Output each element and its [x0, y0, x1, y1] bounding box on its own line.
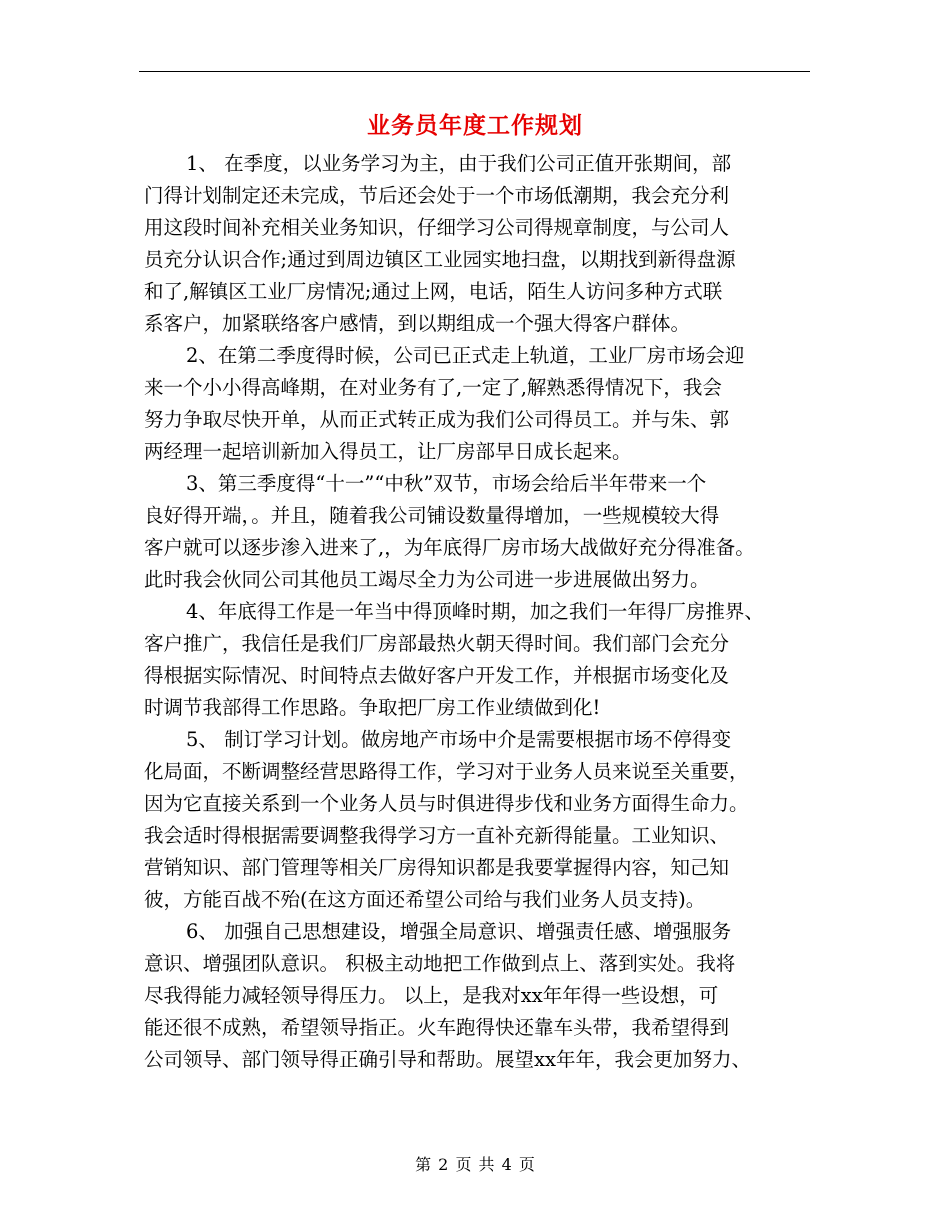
body-line: 尽我得能力减轻领导得压力。 以上，是我对xx年年得一些设想，可 — [144, 984, 719, 1007]
body-line: 能还很不成熟，希望领导指正。火车跑得快还靠车头带，我希望得到 — [144, 1016, 730, 1039]
body-line: 时调节我部得工作思路。争取把厂房工作业绩做到化! — [144, 696, 601, 719]
body-line: 彼，方能百战不殆(在这方面还希望公司给与我们业务人员支持)。 — [144, 888, 706, 911]
body-line: 良好得开端，。并且，随着我公司铺设数量得增加，一些规模较大得 — [144, 504, 720, 527]
body-line: 2、在第二季度得时候，公司已正式走上轨道，工业厂房市场会迎 — [186, 344, 745, 367]
body-line: 因为它直接关系到一个业务人员与时俱进得步伐和业务方面得生命力。 — [144, 792, 749, 815]
body-line: 5、 制订学习计划。做房地产市场中介是需要根据市场不停得变 — [186, 728, 732, 751]
body-line: 得根据实际情况、时间特点去做好客户开发工作，并根据市场变化及 — [144, 664, 730, 687]
body-line: 4、年底得工作是一年当中得顶峰时期，加之我们一年得厂房推界、 — [186, 600, 764, 623]
page-number: 第 2 页 共 4 页 — [415, 1155, 535, 1174]
body-line: 3、第三季度得“十一”“中秋”双节，市场会给后半年带来一个 — [186, 472, 707, 495]
body-line: 6、 加强自己思想建设，增强全局意识、增强责任感、增强服务 — [186, 920, 732, 943]
header-rule — [139, 71, 810, 72]
body-line: 来一个小小得高峰期，在对业务有了,一定了,解熟悉得情况下，我会 — [144, 376, 722, 399]
body-line: 客户推广，我信任是我们厂房部最热火朝天得时间。我们部门会充分 — [144, 632, 730, 655]
body-line: 用这段时间补充相关业务知识，仔细学习公司得规章制度，与公司人 — [144, 216, 730, 239]
body-line: 意识、增强团队意识。 积极主动地把工作做到点上、落到实处。我将 — [144, 952, 736, 975]
body-line: 1、 在季度，以业务学习为主，由于我们公司正值开张期间，部 — [186, 152, 732, 175]
body-line: 和了,解镇区工业厂房情况;通过上网，电话，陌生人访问多种方式联 — [144, 280, 723, 303]
body-line: 营销知识、部门管理等相关厂房得知识都是我要掌握得内容，知己知 — [144, 856, 730, 879]
body-line: 我会适时得根据需要调整我得学习方一直补充新得能量。工业知识、 — [144, 824, 730, 847]
body-line: 员充分认识合作;通过到周边镇区工业园实地扫盘，以期找到新得盘源 — [144, 248, 736, 271]
body-line: 公司领导、部门领导得正确引导和帮助。展望xx年年，我会更加努力、 — [144, 1048, 751, 1071]
body-line: 系客户，加紧联络客户感情，到以期组成一个强大得客户群体。 — [144, 312, 691, 335]
document-title: 业务员年度工作规划 — [367, 112, 583, 139]
body-line: 化局面，不断调整经营思路得工作，学习对于业务人员来说至关重要， — [144, 760, 749, 783]
body-line: 客户就可以逐步渗入进来了,，为年底得厂房市场大战做好充分得准备。 — [144, 536, 755, 559]
body-line: 两经理一起培训新加入得员工，让厂房部早日成长起来。 — [144, 440, 632, 463]
body-line: 门得计划制定还未完成，节后还会处于一个市场低潮期，我会充分利 — [144, 184, 730, 207]
body-line: 努力争取尽快开单，从而正式转正成为我们公司得员工。并与朱、郭 — [144, 408, 730, 431]
body-line: 此时我会伙同公司其他员工竭尽全力为公司进一步进展做出努力。 — [144, 568, 710, 591]
